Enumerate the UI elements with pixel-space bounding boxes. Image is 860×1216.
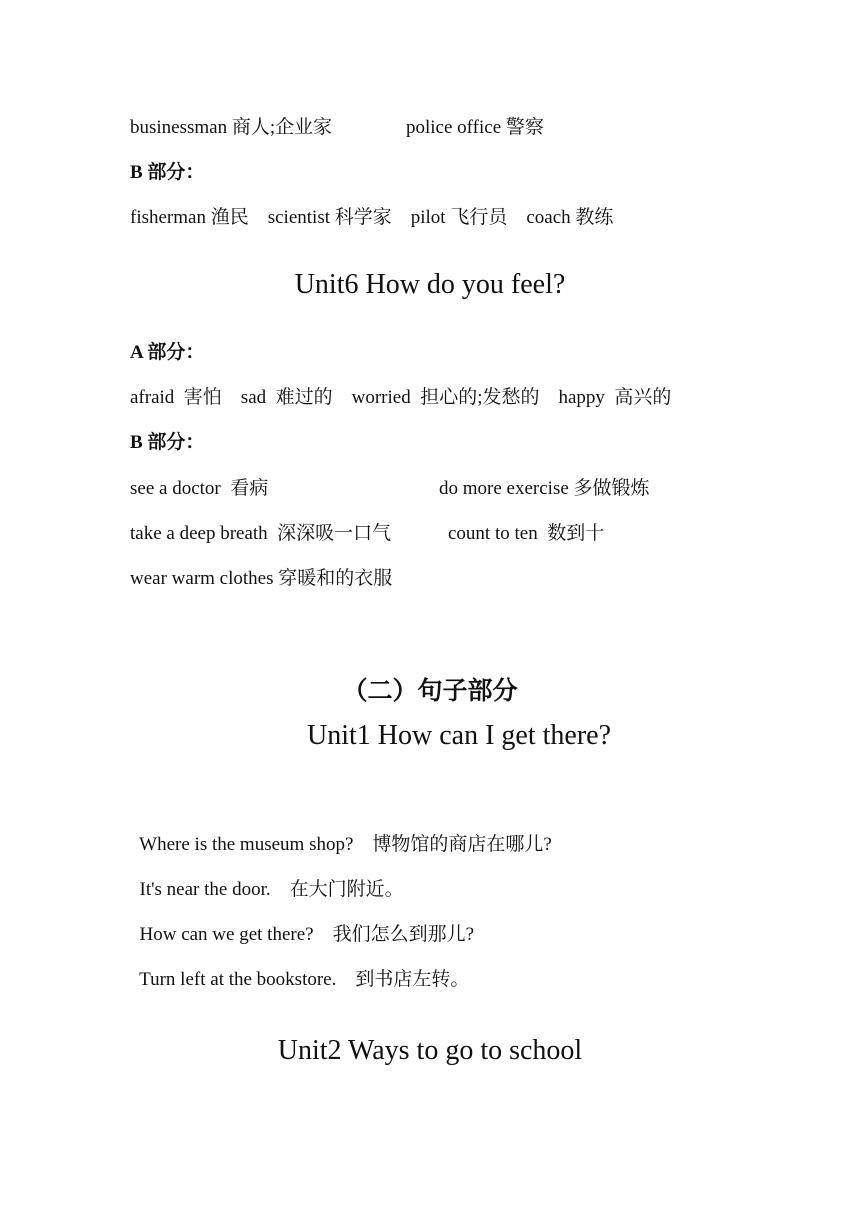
part-b-label: B 部分： (130, 162, 205, 183)
sentence-en: Turn left at the bookstore. (139, 969, 337, 990)
unit6-part-a-label: A 部分： (130, 342, 205, 363)
unit6-b-row2-left: take a deep breath 深深吸一口气 (130, 523, 392, 544)
sentence-cn: 我们怎么到那儿 (332, 923, 466, 945)
sentence-row (130, 951, 469, 989)
sentence-row (130, 816, 552, 854)
unit6-part-a-row: afraid 害怕 sad 难过的 worried 担心的;发愁的 happy 高兴的 (130, 387, 672, 408)
vocab-row-occupations: fisherman 渔民 scientist 科学家 pilot 飞行员 coach 教练 (130, 207, 614, 228)
sentence-en: It's near the door. (139, 879, 271, 900)
unit6-part-b-label: B 部分： (130, 432, 205, 453)
sentence-end: ? (465, 924, 475, 945)
sentence-cn: 在大门附近。 (289, 878, 404, 900)
sentence-cn: 博物馆的商店在哪儿 (372, 833, 544, 855)
vocab-row-police: police office 警察 (406, 117, 544, 138)
unit6-b-row1-right: do more exercise 多做锻炼 (439, 478, 650, 499)
unit2-title: Unit2 Ways to go to school (277, 1035, 583, 1066)
sentence-en: Where is the museum shop? (139, 834, 354, 855)
unit6-title: Unit6 How do you feel? (294, 269, 566, 300)
unit6-b-row2-right: count to ten 数到十 (448, 523, 605, 544)
unit1-title: Unit1 How can I get there? (307, 720, 611, 751)
sentence-end: ? (543, 834, 552, 855)
sentence-cn: 到书店左转。 (355, 968, 470, 990)
vocab-row-businessman: businessman 商人;企业家 (130, 117, 333, 138)
sentence-en: How can we get there? (139, 924, 314, 945)
sentence-row (130, 906, 474, 944)
unit6-b-row3: wear warm clothes 穿暖和的衣服 (130, 568, 393, 589)
unit6-b-row1-left: see a doctor 看病 (130, 478, 269, 499)
sentences-section-title: （二）句子部分 (342, 676, 518, 705)
sentence-row (130, 861, 404, 899)
